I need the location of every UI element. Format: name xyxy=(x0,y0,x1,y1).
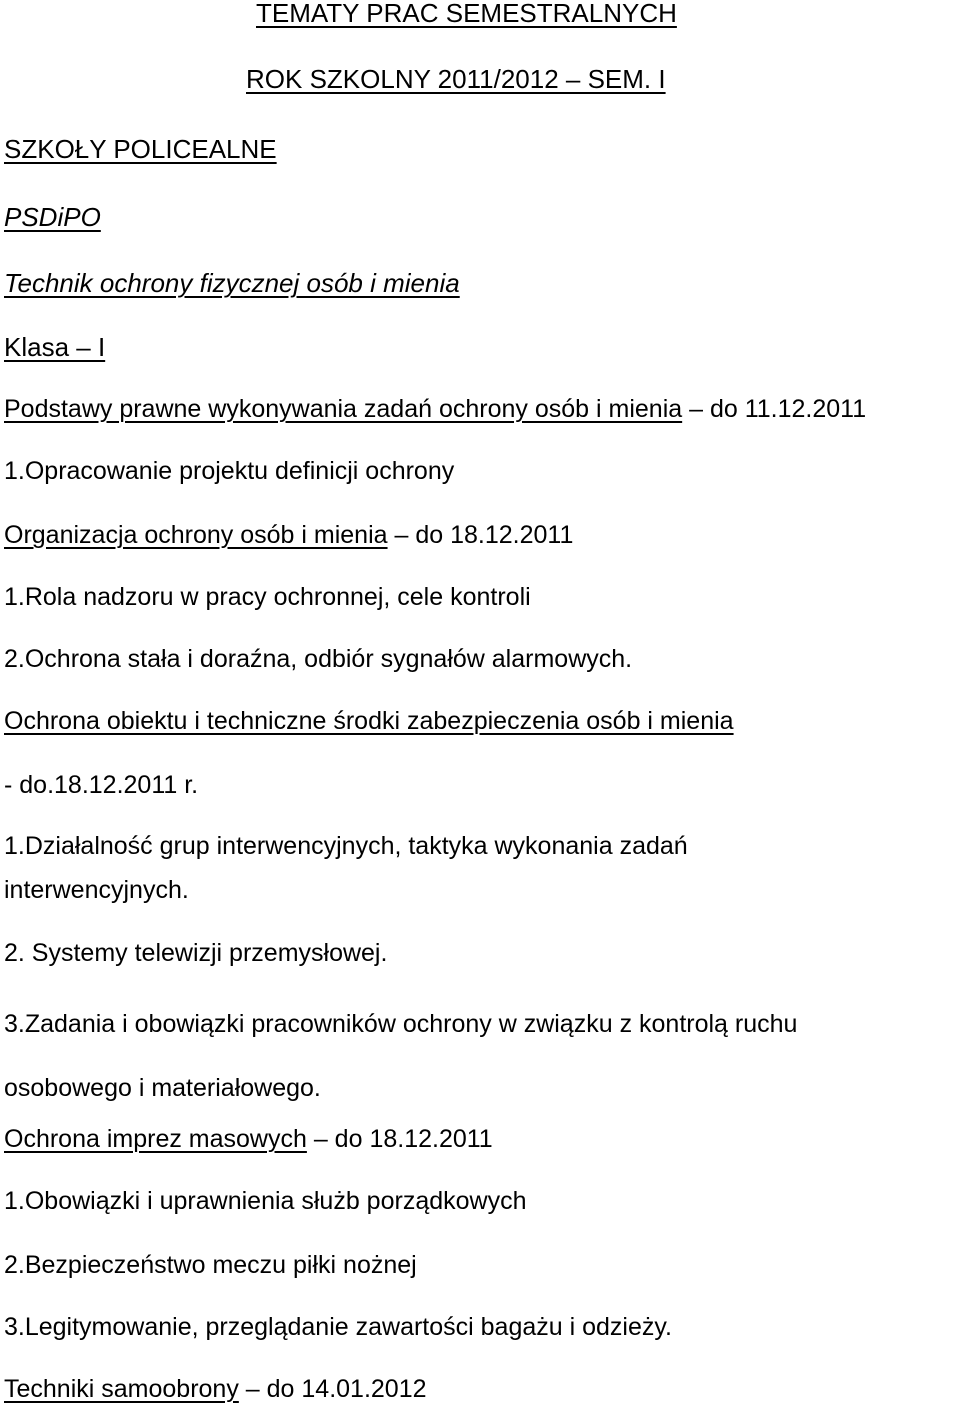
subject-deadline: – do 11.12.2011 xyxy=(682,395,867,423)
subject-deadline: – do 18.12.2011 xyxy=(306,1125,493,1153)
subject-deadline: – do 14.01.2012 xyxy=(238,1375,427,1403)
subject-name: Techniki samoobrony xyxy=(4,1375,239,1403)
subject-name: Ochrona obiektu i techniczne środki zabezpieczenia osób i mienia xyxy=(4,707,734,735)
school-name: PSDiPO xyxy=(4,202,101,232)
topic-item: 3.Zadania i obowiązki pracowników ochrony w związku z kontrolą ruchu osobowego i materiałowego. xyxy=(4,1010,798,1102)
subject-deadline: - do.18.12.2011 r. xyxy=(4,771,199,799)
topic-item: 2.Bezpieczeństwo meczu piłki nożnej xyxy=(4,1251,417,1279)
topic-item: 2.Ochrona stała i doraźna, odbiór sygnałów alarmowych. xyxy=(4,645,633,673)
topic-item: 1.Działalność grup interwencyjnych, taktyka wykonania zadań interwencyjnych. xyxy=(4,832,688,904)
topic-item: 2. Systemy telewizji przemysłowej. xyxy=(4,939,388,967)
subject-deadline: – do 18.12.2011 xyxy=(387,521,574,549)
subject-heading xyxy=(4,520,573,550)
document-title: TEMATY PRAC SEMESTRALNYCH xyxy=(256,0,677,28)
class-label: Klasa – I xyxy=(4,332,106,362)
topic-item: 3.Legitymowanie, przeglądanie zawartości bagażu i odzieży. xyxy=(4,1313,672,1341)
subject-name: Podstawy prawne wykonywania zadań ochrony osób i mienia xyxy=(4,395,683,423)
subject-name: Ochrona imprez masowych xyxy=(4,1125,307,1153)
topic-item: 1.Rola nadzoru w pracy ochronnej, cele kontroli xyxy=(4,583,531,611)
profession: Technik ochrony fizycznej osób i mienia xyxy=(4,268,460,298)
topic-item: 1.Opracowanie projektu definicji ochrony xyxy=(4,457,455,485)
school-type: SZKOŁY POLICEALNE xyxy=(4,134,277,164)
subject-heading xyxy=(4,1124,493,1154)
subject-name: Organizacja ochrony osób i mienia xyxy=(4,521,388,549)
subject-heading xyxy=(4,394,866,424)
subject-heading xyxy=(4,1374,427,1404)
school-year: ROK SZKOLNY 2011/2012 – SEM. I xyxy=(246,64,666,94)
topic-item: 1.Obowiązki i uprawnienia służb porządkowych xyxy=(4,1187,527,1215)
